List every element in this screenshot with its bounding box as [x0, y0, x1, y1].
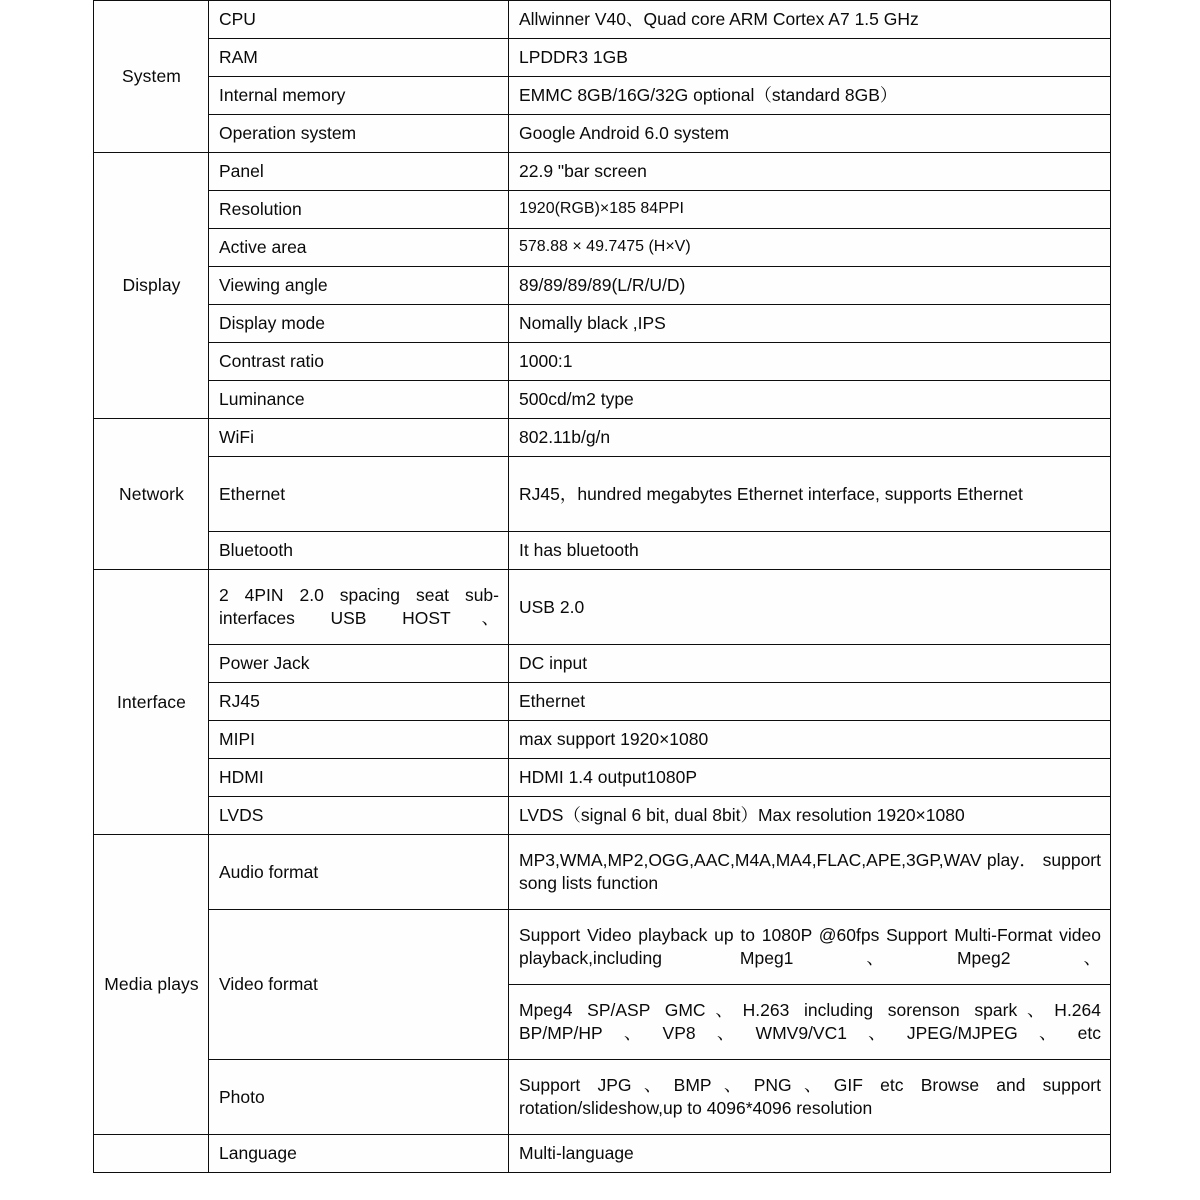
value-cell: 500cd/m2 type	[509, 381, 1111, 419]
item-cell: Audio format	[209, 835, 509, 910]
table-row	[94, 532, 1111, 570]
item-cell: Bluetooth	[209, 532, 509, 570]
table-row	[94, 77, 1111, 115]
item-cell: LVDS	[209, 797, 509, 835]
value-cell	[509, 910, 1111, 985]
table-row	[94, 267, 1111, 305]
category-cell-system	[94, 1, 209, 153]
category-label: System	[122, 66, 181, 87]
category-cell-display	[94, 153, 209, 419]
category-label: Media plays	[104, 974, 199, 995]
item-cell: HDMI	[209, 759, 509, 797]
table-row	[94, 1060, 1111, 1135]
table-row	[94, 910, 1111, 985]
category-label: Network	[119, 483, 184, 504]
table-row	[94, 457, 1111, 532]
category-cell-interface	[94, 570, 209, 835]
table-row	[94, 797, 1111, 835]
table-row	[94, 683, 1111, 721]
item-cell: WiFi	[209, 419, 509, 457]
item-cell: Display mode	[209, 305, 509, 343]
specification-sheet	[93, 0, 1110, 1199]
value-cell: HDMI 1.4 output1080P	[509, 759, 1111, 797]
table-row	[94, 835, 1111, 910]
category-cell-empty	[94, 1135, 209, 1173]
value-cell: Ethernet	[509, 683, 1111, 721]
table-row	[94, 343, 1111, 381]
specification-table	[93, 0, 1111, 1173]
item-cell: Luminance	[209, 381, 509, 419]
value-cell	[509, 457, 1111, 532]
item-cell: Operation system	[209, 115, 509, 153]
value-cell	[509, 985, 1111, 1060]
item-cell: Panel	[209, 153, 509, 191]
value-cell: 1000:1	[509, 343, 1111, 381]
table-row	[94, 153, 1111, 191]
value-text: RJ45，hundred megabytes Ethernet interface, supports Ethernet	[519, 483, 1023, 504]
item-cell	[209, 570, 509, 645]
item-cell: RJ45	[209, 683, 509, 721]
table-row	[94, 721, 1111, 759]
value-cell: 578.88 × 49.7475 (H×V)	[509, 229, 1111, 267]
value-cell: 89/89/89/89(L/R/U/D)	[509, 267, 1111, 305]
item-cell: RAM	[209, 39, 509, 77]
item-cell: Power Jack	[209, 645, 509, 683]
table-row	[94, 1, 1111, 39]
value-text: Support Video playback up to 1080P @60fps Support Multi-Format video playback,including Mpeg1、Mpeg2、	[519, 925, 1101, 968]
table-row	[94, 759, 1111, 797]
value-cell: Google Android 6.0 system	[509, 115, 1111, 153]
item-cell: CPU	[209, 1, 509, 39]
value-cell: EMMC 8GB/16G/32G optional（standard 8GB）	[509, 77, 1111, 115]
table-row	[94, 39, 1111, 77]
item-cell: Resolution	[209, 191, 509, 229]
value-cell	[509, 835, 1111, 910]
value-cell: 22.9 "bar screen	[509, 153, 1111, 191]
item-cell: Video format	[209, 910, 509, 1060]
item-text: 2 4PIN 2.0 spacing seat sub-interfaces USB HOST、	[219, 585, 499, 628]
category-cell-network	[94, 419, 209, 570]
value-text: MP3,WMA,MP2,OGG,AAC,M4A,MA4,FLAC,APE,3GP,WAV play． support song lists function	[519, 850, 1101, 893]
item-cell: Contrast ratio	[209, 343, 509, 381]
table-row	[94, 305, 1111, 343]
item-cell: Language	[209, 1135, 509, 1173]
value-cell: max support 1920×1080	[509, 721, 1111, 759]
item-cell: Viewing angle	[209, 267, 509, 305]
value-cell: USB 2.0	[509, 570, 1111, 645]
category-label: Interface	[117, 691, 186, 712]
value-cell: LPDDR3 1GB	[509, 39, 1111, 77]
item-cell: MIPI	[209, 721, 509, 759]
value-cell: Multi-language	[509, 1135, 1111, 1173]
table-row	[94, 191, 1111, 229]
value-cell: Nomally black ,IPS	[509, 305, 1111, 343]
item-cell: Photo	[209, 1060, 509, 1135]
table-row	[94, 381, 1111, 419]
value-cell: 802.11b/g/n	[509, 419, 1111, 457]
table-row	[94, 229, 1111, 267]
item-cell: Internal memory	[209, 77, 509, 115]
item-cell: Active area	[209, 229, 509, 267]
table-row	[94, 570, 1111, 645]
value-cell: 1920(RGB)×185 84PPI	[509, 191, 1111, 229]
table-row	[94, 645, 1111, 683]
value-cell: It has bluetooth	[509, 532, 1111, 570]
value-cell: LVDS（signal 6 bit, dual 8bit）Max resolution 1920×1080	[509, 797, 1111, 835]
value-text: Support JPG、BMP、PNG、GIF etc Browse and support rotation/slideshow,up to 4096*4096 resolution	[519, 1075, 1101, 1118]
value-text: Mpeg4 SP/ASP GMC、H.263 including sorenson spark、H.264 BP/MP/HP、VP8、WMV9/VC1、JPEG/MJPEG、etc	[519, 1000, 1101, 1043]
table-row	[94, 419, 1111, 457]
table-row	[94, 115, 1111, 153]
item-cell: Ethernet	[209, 457, 509, 532]
table-row	[94, 1135, 1111, 1173]
value-cell: DC input	[509, 645, 1111, 683]
value-cell: Allwinner V40、Quad core ARM Cortex A7 1.5 GHz	[509, 1, 1111, 39]
category-cell-media-plays	[94, 835, 209, 1135]
value-cell	[509, 1060, 1111, 1135]
category-label: Display	[122, 275, 181, 296]
